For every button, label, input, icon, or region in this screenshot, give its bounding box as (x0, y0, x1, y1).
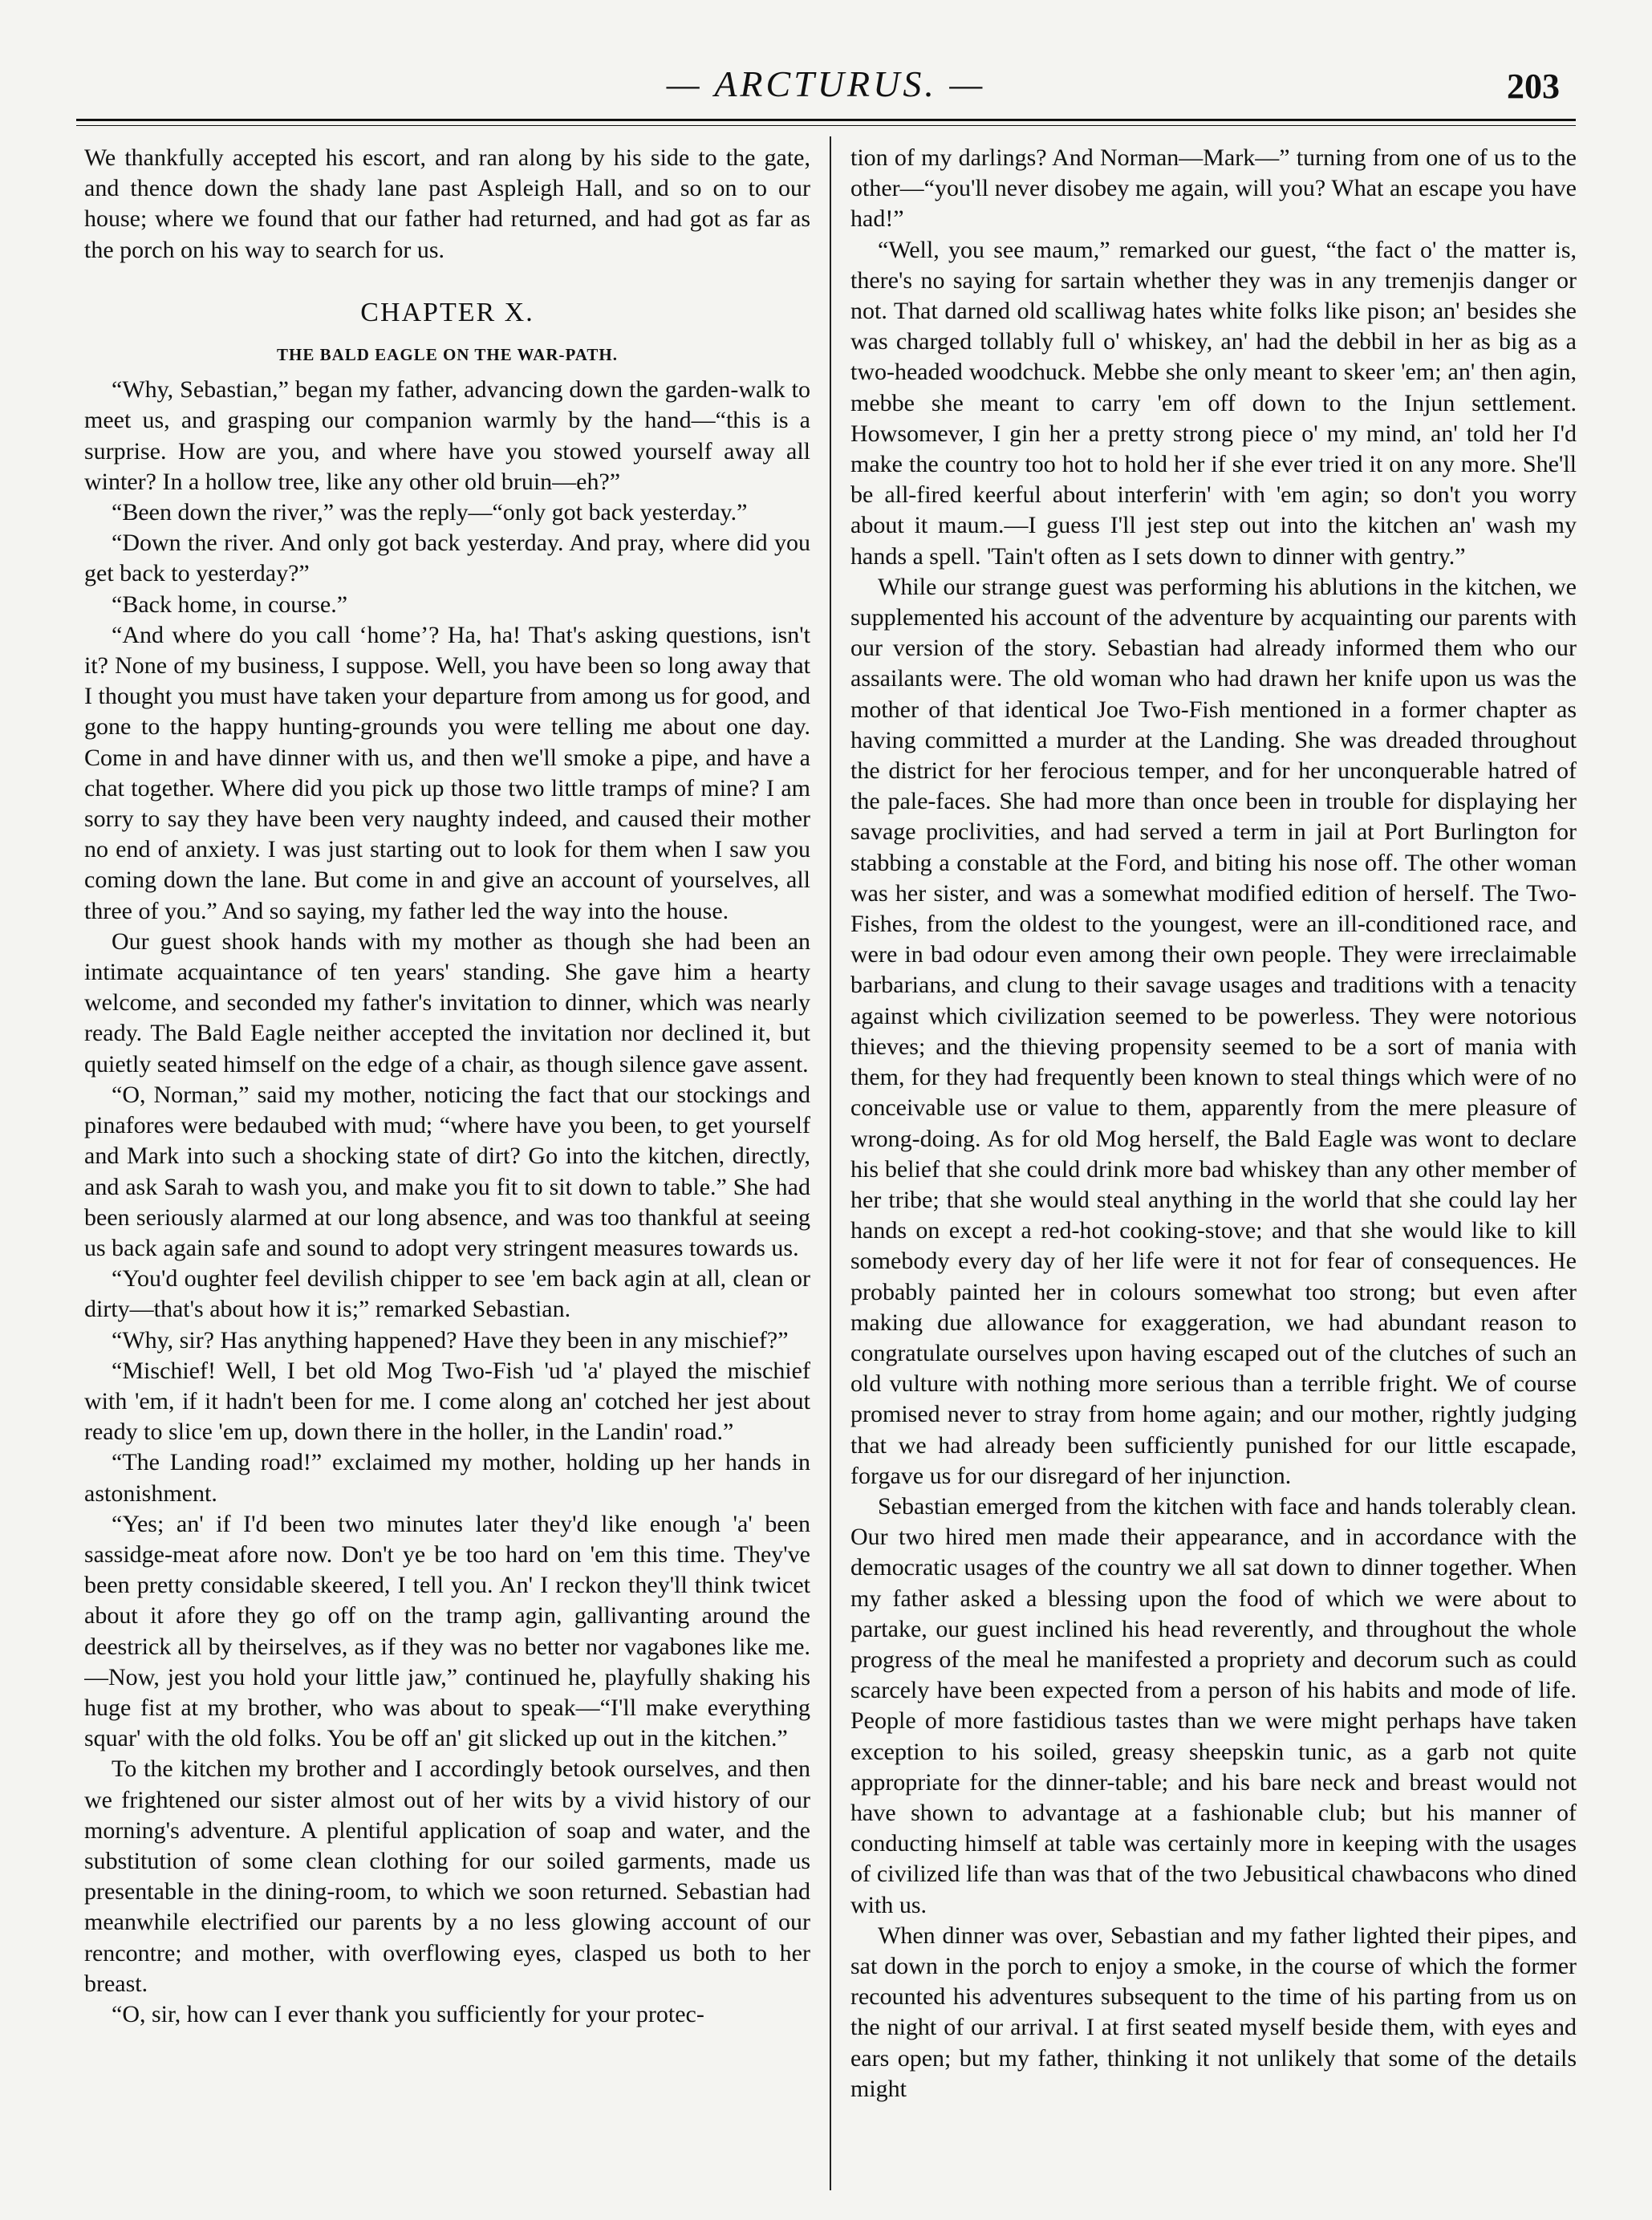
paragraph: “And where do you call ‘home’? Ha, ha! That's asking questions, isn't it? None of my business, I suppose. Well, you have been so long away that I thought you must have taken your departure from among us for good, and gone to the happy hunting-grounds you were telling me about one day. Come in and have dinner with us, and then we'll smoke a pipe, and have a chat together. Where did you pick up those two little tramps of mine? I am sorry to say they have been very naughty indeed, and caused their mother no end of anxiety. I was just starting out to look for them when I saw you coming down the lane. But come in and give an account of yourselves, all three of you.” And so saying, my father led the way into the house. (84, 621, 810, 924)
paragraph: “Well, you see maum,” remarked our guest, “the fact o' the matter is, there's no saying for sartain whether they was in any tremenjis danger or not. That darned old scalliwag hates white folks like pison; an' besides she was charged tollably full o' whiskey, an' had the debbil in her as big as a two-headed woodchuck. Mebbe she only meant to skeer 'em; an' then agin, mebbe she meant to carry 'em off down to the Injun settlement. Howsomever, I gin her a pretty strong piece o' my mind, an' told her I'd make the country too hot to hold her if she ever tried it on any more. She'll be all-fired keerful about interferin' with 'em agin; so don't you worry about it maum.—I guess I'll jest step out into the kitchen an' wash my hands a spell. 'Tain't often as I sets down to dinner with gentry.” (850, 236, 1577, 570)
paragraph: “Been down the river,” was the reply—“only got back yesterday.” (112, 499, 748, 526)
paragraph: When dinner was over, Sebastian and my father lighted their pipes, and sat down in the porch to enjoy a smoke, in the course of which the former recounted his adventures subsequent to the time of his parting from us on the night of our arrival. I at first seated myself beside them, with eyes and ears open; but my father, thinking it not unlikely that some of the details might (850, 1922, 1577, 2102)
header-rule-thin (76, 125, 1576, 126)
paragraph: tion of my darlings? And Norman—Mark—” turning from one of us to the other—“you'll never disobey me again, will you? What an escape you have had!” (850, 144, 1577, 233)
column-divider (830, 136, 831, 2190)
paragraph: Our guest shook hands with my mother as though she had been an intimate acquaintance of ten years' standing. She gave him a hearty welcome, and seconded my father's invitation to dinner, which was nearly ready. The Bald Eagle neither accepted the invitation nor declined it, but quietly seated himself on the edge of a chair, as though silence gave assent. (84, 927, 810, 1078)
paragraph: “Why, Sebastian,” began my father, advancing down the garden-walk to meet us, and grasping our companion warmly by the hand—“this is a surprise. How are you, and where have you stowed yourself away all winter? In a hollow tree, like any other old bruin—eh?” (84, 376, 810, 495)
paragraph: To the kitchen my brother and I accordingly betook ourselves, and then we frightened our sister almost out of her wits by a vivid history of our morning's adventure. A plentiful application of soap and water, and the substitution of some clean clothing for our soiled garments, made us presentable in the dining-room, to which we soon returned. Sebastian had meanwhile electrified our parents by a no less glowing account of our rencontre; and mother, with overflowing eyes, clasped us both to her breast. (84, 1755, 810, 1997)
paragraph: While our strange guest was performing his ablutions in the kitchen, we supplemented his account of the adventure by acquainting our parents with our version of the story. Sebastian had already informed them who our assailants were. The old woman who had drawn her knife upon us was the mother of that identical Joe Two-Fish mentioned in a former chapter as having committed a murder at the Landing. She was dreaded throughout the district for her ferocious temper, and for her unconquerable hatred of the pale-faces. She had more than once been in trouble for displaying her savage proclivities, and had served a term in jail at Port Burlington for stabbing a constable at the Ford, and biting his nose off. The other woman was her sister, and was a somewhat modified edition of herself. The Two-Fishes, from the oldest to the youngest, were an ill-conditioned race, and were in bad odour even among their own people. They were irreclaimable barbarians, and clung to their savage usages and traditions with a tenacity against which civilization seemed to be powerless. They were notorious thieves; and the thieving propensity seemed to be a sort of mania with them, for they had frequently been known to steal things which were of no conceivable use or value to them, apparently from the mere pleasure of wrong-doing. As for old Mog herself, the Bald Eagle was wont to declare his belief that she could drink more bad whiskey than any other member of her tribe; that she would steal anything in the world that she could lay her hands on except a red-hot cooking-stove; and that she would like to kill somebody every day of her life were it not for fear of consequences. He probably painted her in colours somewhat too strong; but even after making due allowance for exaggeration, we had abundant reason to congratulate ourselves upon having escaped out of the clutches of such an old vulture with nothing more serious than a terrible fright. We of course promised never to stray from home again; and our mother, rightly judging that we had already been sufficiently punished for our little escapade, forgave us for our disregard of her injunction. (850, 573, 1577, 1489)
right-column (850, 143, 1577, 2181)
header-rule-thick (76, 119, 1576, 121)
paragraph: “O, sir, how can I ever thank you sufficiently for your protec- (112, 2000, 704, 2027)
paragraph: Sebastian emerged from the kitchen with face and hands tolerably clean. Our two hired men made their appearance, and in accordance with the democratic usages of the country we all sat down to dinner together. When my father asked a blessing upon the food of which we were about to partake, our guest inclined his head reverently, and throughout the whole progress of the meal he manifested a propriety and decorum such as could scarcely have been expected from a person of his habits and mode of life. People of more fastidious tastes than we were might perhaps have taken exception to his soiled, greasy sheepskin tunic, as a garb not quite appropriate for the dinner-table; and his bare neck and breast would not have shown to advantage at a fashionable club; but his manner of conducting himself at table was certainly more in keeping with the usages of civilized life than was that of the two Jebusitical chawbacons who dined with us. (850, 1492, 1577, 1918)
paragraph: “You'd oughter feel devilish chipper to see 'em back agin at all, clean or dirty—that's about how it is;” remarked Sebastian. (84, 1265, 810, 1323)
paragraph: “O, Norman,” said my mother, noticing the fact that our stockings and pinafores were bedaubed with mud; “where have you been, to get yourself and Mark into such a shocking state of dirt? Go into the kitchen, directly, and ask Sarah to wash you, and make you fit to sit down to table.” She had been seriously alarmed at our long absence, and was too thankful at seeing us back again safe and sound to adopt very stringent measures towards us. (84, 1081, 810, 1261)
paragraph: “Back home, in course.” (112, 591, 348, 618)
paragraph: “Why, sir? Has anything happened? Have they been in any mischief?” (112, 1326, 789, 1354)
paragraph: “The Landing road!” exclaimed my mother, holding up her hands in astonishment. (84, 1449, 810, 1507)
page-header (76, 56, 1576, 112)
chapter-subtitle: THE BALD EAGLE ON THE WAR-PATH. (276, 345, 619, 365)
page-number: 203 (1507, 67, 1560, 106)
paragraph: “Yes; an' if I'd been two minutes later they'd like enough 'a' been sassidge-meat afore now. Don't ye be too hard on 'em this time. They've been pretty considable skeered, I tell you. An' I reckon they'll think twicet about it afore they go off on the tramp agin, gallivanting around the deestrick all by theirselves, as if they was no better nor vagabones like me.—Now, jest you hold your little jaw,” continued he, playfully shaking his huge fist at my brother, who was about to speak—“I'll make everything squar' with the old folks. You be off an' git slicked up out in the kitchen.” (84, 1510, 810, 1752)
running-title: — ARCTURUS. — (666, 63, 986, 104)
paragraph: “Mischief! Well, I bet old Mog Two-Fish 'ud 'a' played the mischief with 'em, if it hadn't been for me. I come along an' cotched her jest about ready to slice 'em up, down there in the holler, in the Landin' road.” (84, 1357, 810, 1446)
chapter-heading: CHAPTER X. (360, 297, 534, 327)
left-column (84, 143, 810, 2181)
paragraph: “Down the river. And only got back yesterday. And pray, where did you get back to yesterday?” (84, 530, 810, 587)
paragraph: We thankfully accepted his escort, and ran along by his side to the gate, and thence down the shady lane past Aspleigh Hall, and so on to our house; where we found that our father had returned, and had got as far as the porch on his way to search for us. (84, 144, 810, 263)
